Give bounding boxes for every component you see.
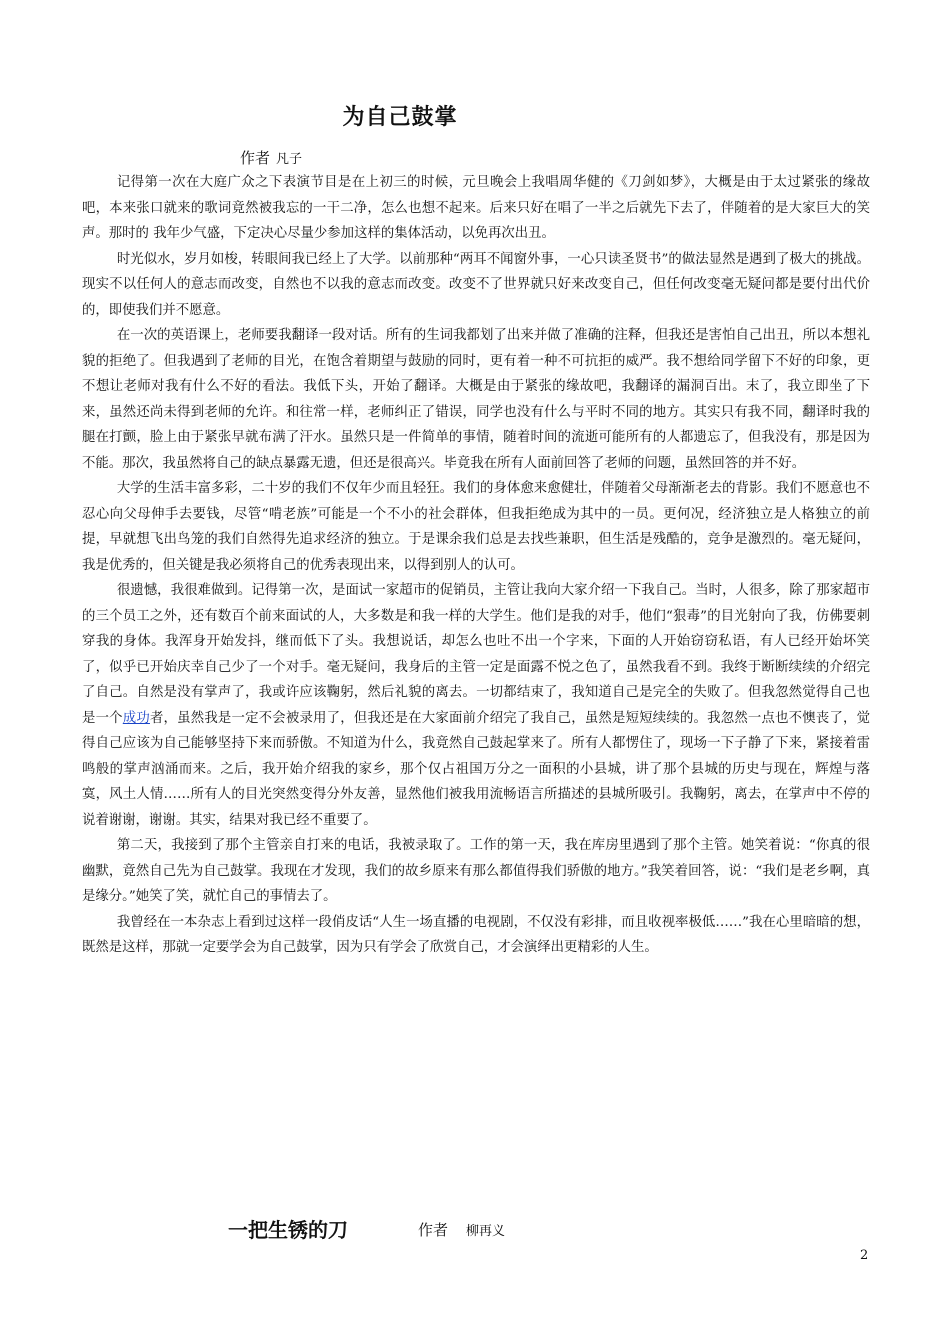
- paragraph-5-part-2: 者，虽然我是一定不会被录用了，但我还是在大家面前介绍完了我自己，虽然是短短续续的。我忽然一点也不懊丧了，觉得自己应该为自己能够坚持下来而骄傲。不知道为什么，我竟然自己鼓起掌来了。所有人都愣住了，现场一下子静了下来，紧接着雷鸣般的掌声汹涌而来。之后，我开始介绍我的家乡，那个仅占祖国万分之一面积的小县城，讲了那个县城的历史与现在，辉煌与落寞，风土人情……所有人的目光突然变得分外友善，显然他们被我用流畅语言所描述的县城所吸引。我鞠躬，离去，在掌声中不停的说着谢谢，谢谢。其实，结果对我已经不重要了。: [82, 710, 871, 828]
- paragraph-2: 时光似水，岁月如梭，转眼间我已经上了大学。以前那种“两耳不闻窗外事，一心只读圣贤书”的做法显然是遇到了极大的挑战。现实不以任何人的意志而改变，自然也不以我的意志而改变。改变不了世界就只好来改变自己，但任何改变毫无疑问都是要付出代价的，即使我们并不愿意。: [82, 251, 870, 318]
- next-author-name: 柳再义: [466, 1224, 506, 1239]
- author-label: 作者: [240, 149, 271, 167]
- author-name: 凡子: [276, 152, 303, 167]
- paragraph-4: 大学的生活丰富多彩，二十岁的我们不仅年少而且轻狂。我们的身体愈来愈健壮，伴随着父母渐渐老去的背影。我们不愿意也不忍心向父母伸手去要钱，尽管“啃老族”可能是一个不小的社会群体，但我拒绝成为其中的一员。更何况，经济独立是人格独立的前提，早就想飞出鸟笼的我们自然得先追求经济的独立。于是课余我们总是去找些兼职，但生活是残酷的，竞争是激烈的。毫无疑问，我是优秀的，但关键是我必须将自己的优秀表现出来，以得到别人的认可。: [82, 481, 870, 573]
- success-link[interactable]: 成功: [122, 710, 150, 726]
- article-body: [82, 170, 870, 961]
- page-number: 2: [860, 1248, 869, 1263]
- paragraph-5: [82, 578, 870, 833]
- author-line: [240, 147, 302, 168]
- article-title: 为自己鼓掌: [342, 105, 458, 130]
- paragraph-3: 在一次的英语课上，老师要我翻译一段对话。所有的生词我都划了出来并做了准确的注释，但我还是害怕自己出丑，所以本想礼貌的拒绝了。但我遇到了老师的目光，在饱含着期望与鼓励的同时，更有着一种不可抗拒的威严。我不想给同学留下不好的印象，更不想让老师对我有什么不好的看法。我低下头，开始了翻译。大概是由于紧张的缘故吧，我翻译的漏洞百出。末了，我立即坐了下来，虽然还尚未得到老师的允许。和往常一样，老师纠正了错误，同学也没有什么与平时不同的地方。其实只有我不同，翻译时我的腿在打颤，脸上由于紧张早就布满了汗水。虽然只是一件简单的事情，随着时间的流逝可能所有的人都遗忘了，但我没有，那是因为不能。那次，我虽然将自己的缺点暴露无遗，但还是很高兴。毕竟我在所有人面前回答了老师的问题，虽然回答的并不好。: [82, 328, 870, 471]
- next-article-title: 一把生锈的刀: [228, 1218, 348, 1242]
- next-author-label: 作者: [418, 1221, 449, 1239]
- paragraph-1: 记得第一次在大庭广众之下表演节目是在上初三的时候，元旦晚会上我唱周华健的《刀剑如梦》，大概是由于太过紧张的缘故吧，本来张口就来的歌词竟然被我忘的一干二净，怎么也想不起来。后来只好在唱了一半之后就先下去了，伴随着的是大家巨大的笑声。那时的 我年少气盛，下定决心尽量少参加这样的集体活动，以免再次出丑。: [82, 175, 870, 241]
- next-author-line: [418, 1219, 505, 1240]
- paragraph-7: 我曾经在一本杂志上看到过这样一段俏皮话“人生一场直播的电视剧，不仅没有彩排，而且收视率极低……”我在心里暗暗的想，既然是这样，那就一定要学会为自己鼓掌，因为只有学会了欣赏自己，才会演绎出更精彩的人生。: [82, 914, 870, 955]
- paragraph-6: 第二天，我接到了那个主管亲自打来的电话，我被录取了。工作的第一天，我在库房里遇到了那个主管。她笑着说：“你真的很幽默，竟然自己先为自己鼓掌。我现在才发现，我们的故乡原来有那么都值得我们骄傲的地方。”我笑着回答，说：“我们是老乡啊，真是缘分。”她笑了笑，就忙自己的事情去了。: [82, 838, 870, 904]
- paragraph-5-part-1: 很遗憾，我很难做到。记得第一次，是面试一家超市的促销员，主管让我向大家介绍一下我自己。当时，人很多，除了那家超市的三个员工之外，还有数百个前来面试的人，大多数是和我一样的大学生。他们是我的对手，他们“狠毒”的目光射向了我，仿佛要刺穿我的身体。我浑身开始发抖，继而低下了头。我想说话，却怎么也吐不出一个字来，下面的人开始窃窃私语，有人已经开始坏笑了，似乎已开始庆幸自己少了一个对手。毫无疑问，我身后的主管一定是面露不悦之色了，虽然我看不到。我终于断断续续的介绍完了自己。自然是没有掌声了，我或许应该鞠躬，然后礼貌的离去。一切都结束了，我知道自己是完全的失败了。但我忽然觉得自己也是一个: [82, 583, 870, 726]
